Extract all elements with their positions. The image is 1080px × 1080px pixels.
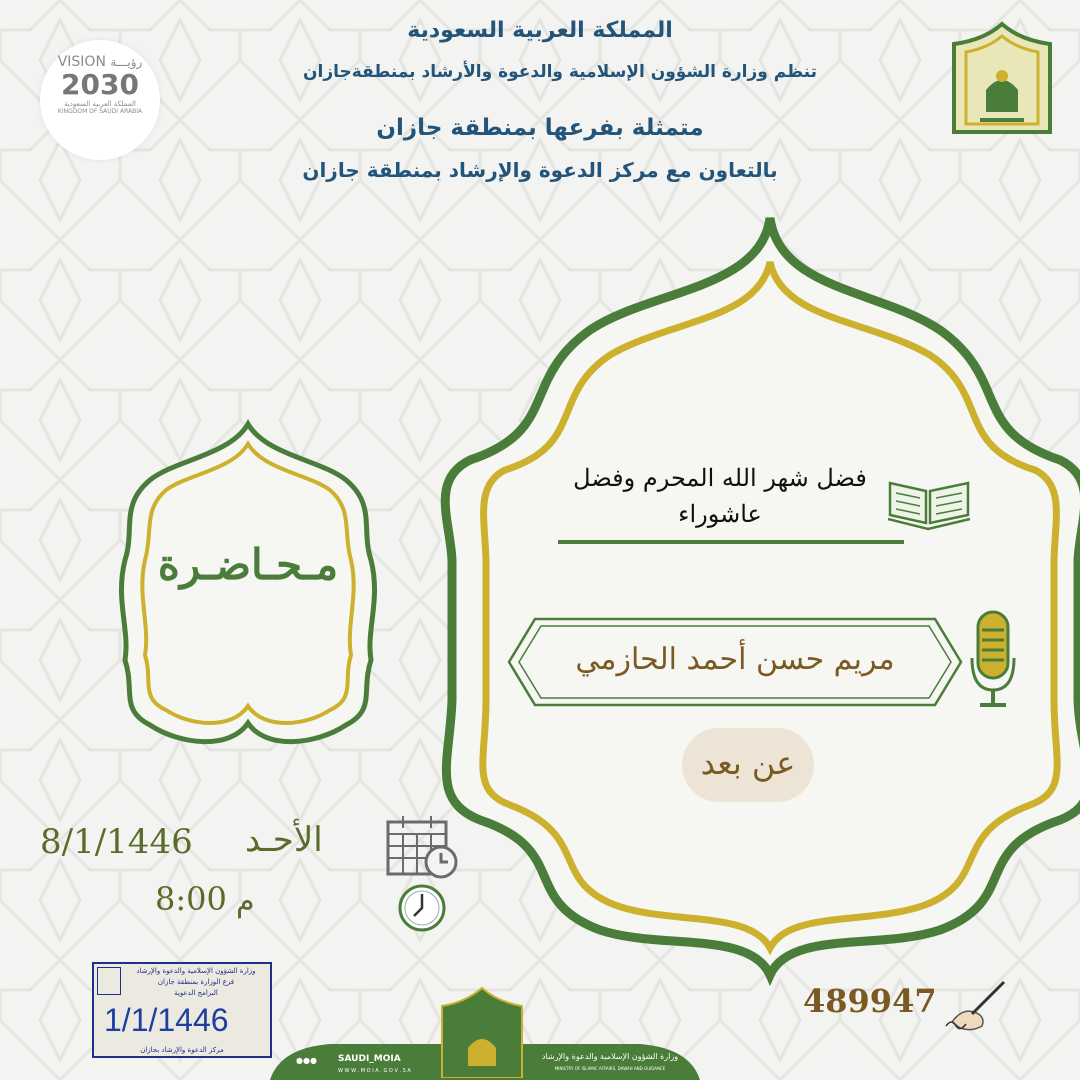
stamp-line1: وزارة الشؤون الإسلامية والدعوة والإرشاد: [136, 967, 256, 975]
event-title: [560, 460, 880, 532]
header-branch: متمثلة بفرعها بمنطقة جازان: [376, 115, 704, 141]
vision-word: VISION: [57, 54, 106, 70]
footer-handle: SAUDI_MOIA: [338, 1054, 401, 1064]
header-organizer: تنظم وزارة الشؤون الإسلامية والدعوة والأرشاد بمنطقةجازان: [302, 62, 817, 82]
event-time: 8:00: [155, 880, 227, 918]
youtube-icon: ●: [302, 1056, 310, 1065]
stamp-date: 1/1/1446: [104, 1002, 229, 1038]
event-day: الأحـد: [245, 820, 323, 860]
event-time-suffix: م: [236, 884, 255, 919]
header-cooperation: بالتعاون مع مركز الدعوة والإرشاد بمنطقة جازان: [302, 158, 778, 182]
footer-ministry-logo: [438, 986, 526, 1078]
stamp-emblem: [97, 967, 121, 995]
stamp-line2: فرع الوزارة بمنطقة جازان: [157, 978, 235, 986]
event-date: 8/1/1446: [40, 822, 193, 862]
event-mode: عن بعد: [682, 728, 814, 802]
header-kingdom: المملكة العربية السعودية: [407, 18, 673, 43]
event-title-line1: فضل شهر الله المحرم وفضل: [573, 464, 867, 492]
book-icon: [886, 475, 972, 535]
signing-hand-icon: [942, 978, 1008, 1034]
footer-ministry-en: MINISTRY OF ISLAMIC AFFAIRS, DAWAH AND GUIDANCE: [554, 1066, 666, 1071]
social-icons: [296, 1056, 317, 1065]
vision-subtitle-ar: المملكة العربية السعودية: [64, 100, 136, 108]
vision-year: 2030: [61, 68, 139, 101]
speaker-name: مريم حسن أحمد الحازمي: [575, 642, 895, 677]
calendar-icon: [385, 812, 465, 880]
vision-subtitle-en: KINGDOM OF SAUDI ARABIA: [57, 108, 143, 115]
clock-icon: [396, 882, 448, 934]
stamp-line3: البرامج الدعوية: [174, 989, 218, 997]
footer-website: W W W . M O I A . G O V . S A: [338, 1068, 411, 1074]
approval-stamp: [92, 962, 272, 1058]
title-divider: [558, 540, 904, 544]
event-title-line2: عاشوراء: [678, 500, 762, 528]
footer-ministry-ar: وزارة الشؤون الإسلامية والدعوة والإرشاد: [541, 1052, 679, 1061]
twitter-icon: ●: [296, 1056, 303, 1065]
vision-arabic-word: رؤيـــة: [110, 55, 143, 69]
reference-number: 489947: [803, 982, 937, 1020]
microphone-icon: [968, 608, 1018, 710]
event-type: مـحـاضـرة: [157, 540, 339, 589]
stamp-line4: مركز الدعوة والإرشاد بجازان: [140, 1046, 224, 1054]
instagram-icon: ●: [309, 1056, 317, 1065]
